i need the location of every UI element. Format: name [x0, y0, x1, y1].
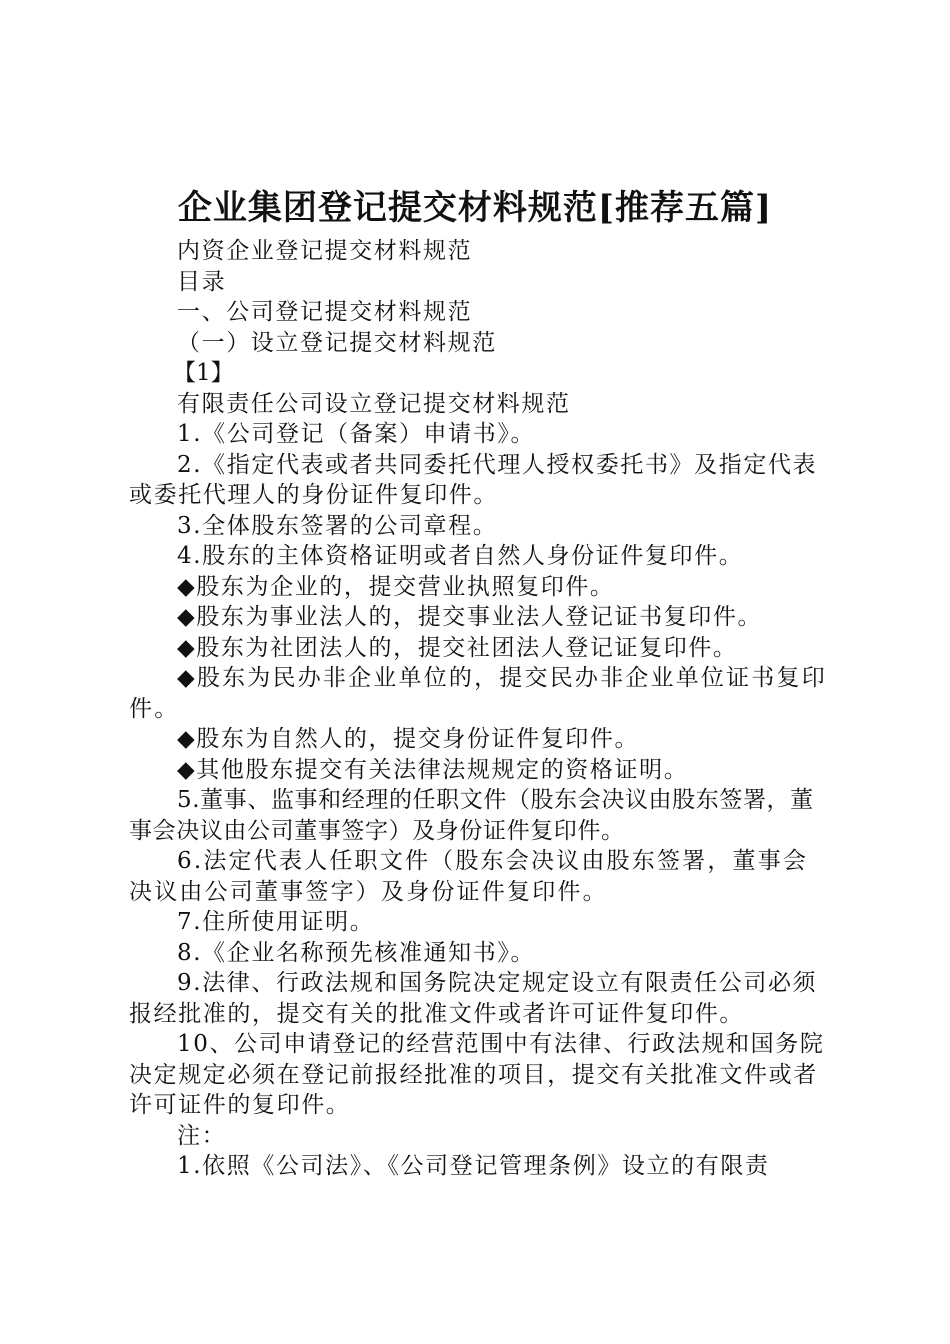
paragraph-toc: 目录 — [177, 268, 227, 295]
paragraph-item: 9.法律、行政法规和国务院决定规定设立有限责任公司必须报经批准的，提交有关的批准文件或者许可证件复印件。 — [129, 970, 818, 1027]
paragraph-bullet: ◆股东为事业法人的，提交事业法人登记证书复印件。 — [177, 604, 763, 630]
document-title: 企业集团登记提交材料规范[推荐五篇] — [177, 188, 773, 228]
paragraph-bullet: ◆股东为自然人的，提交身份证件复印件。 — [177, 726, 640, 752]
paragraph-bullet: ◆股东为企业的，提交营业执照复印件。 — [177, 573, 615, 600]
paragraph-bullet: ◆其他股东提交有关法律法规规定的资格证明。 — [177, 756, 689, 783]
paragraph-item: 3.全体股东签署的公司章程。 — [177, 512, 498, 539]
paragraph-item: 6.法定代表人任职文件（股东会决议由股东签署，董事会决议由公司董事签字）及身份证件复印件。 — [129, 848, 809, 905]
paragraph-section-1: 一、公司登记提交材料规范 — [177, 299, 473, 325]
document-body — [129, 236, 833, 1182]
paragraph-item: 1.《公司登记（备案）申请书》。 — [177, 421, 536, 447]
paragraph-item: 4.股东的主体资格证明或者自然人身份证件复印件。 — [177, 543, 744, 569]
paragraph-llc-title: 有限责任公司设立登记提交材料规范 — [177, 390, 571, 417]
paragraph-item: 10、公司申请登记的经营范围中有法律、行政法规和国务院决定规定必须在登记前报经批准的项目，提交有关批准文件或者许可证件的复印件。 — [129, 1031, 825, 1118]
paragraph-item: 8.《企业名称预先核准通知书》。 — [177, 939, 536, 966]
paragraph-marker: 【1】 — [173, 360, 234, 386]
paragraph-bullet: ◆股东为社团法人的，提交社团法人登记证复印件。 — [177, 634, 738, 661]
paragraph-item: 5.董事、监事和经理的任职文件（股东会决议由股东签署，董事会决议由公司董事签字）及身份证件复印件。 — [129, 787, 814, 844]
paragraph-item: 2.《指定代表或者共同委托代理人授权委托书》及指定代表或委托代理人的身份证件复印件。 — [129, 451, 818, 508]
paragraph-heading: 内资企业登记提交材料规范 — [177, 238, 473, 264]
paragraph-note-item: 1.依照《公司法》、《公司登记管理条例》设立的有限责 — [177, 1153, 770, 1179]
paragraph-item: 7.住所使用证明。 — [177, 909, 375, 935]
paragraph-bullet: ◆股东为民办非企业单位的，提交民办非企业单位证书复印件。 — [129, 665, 827, 722]
paragraph-subsection-1: （一）设立登记提交材料规范 — [177, 329, 497, 356]
paragraph-note-label: 注： — [177, 1122, 227, 1149]
